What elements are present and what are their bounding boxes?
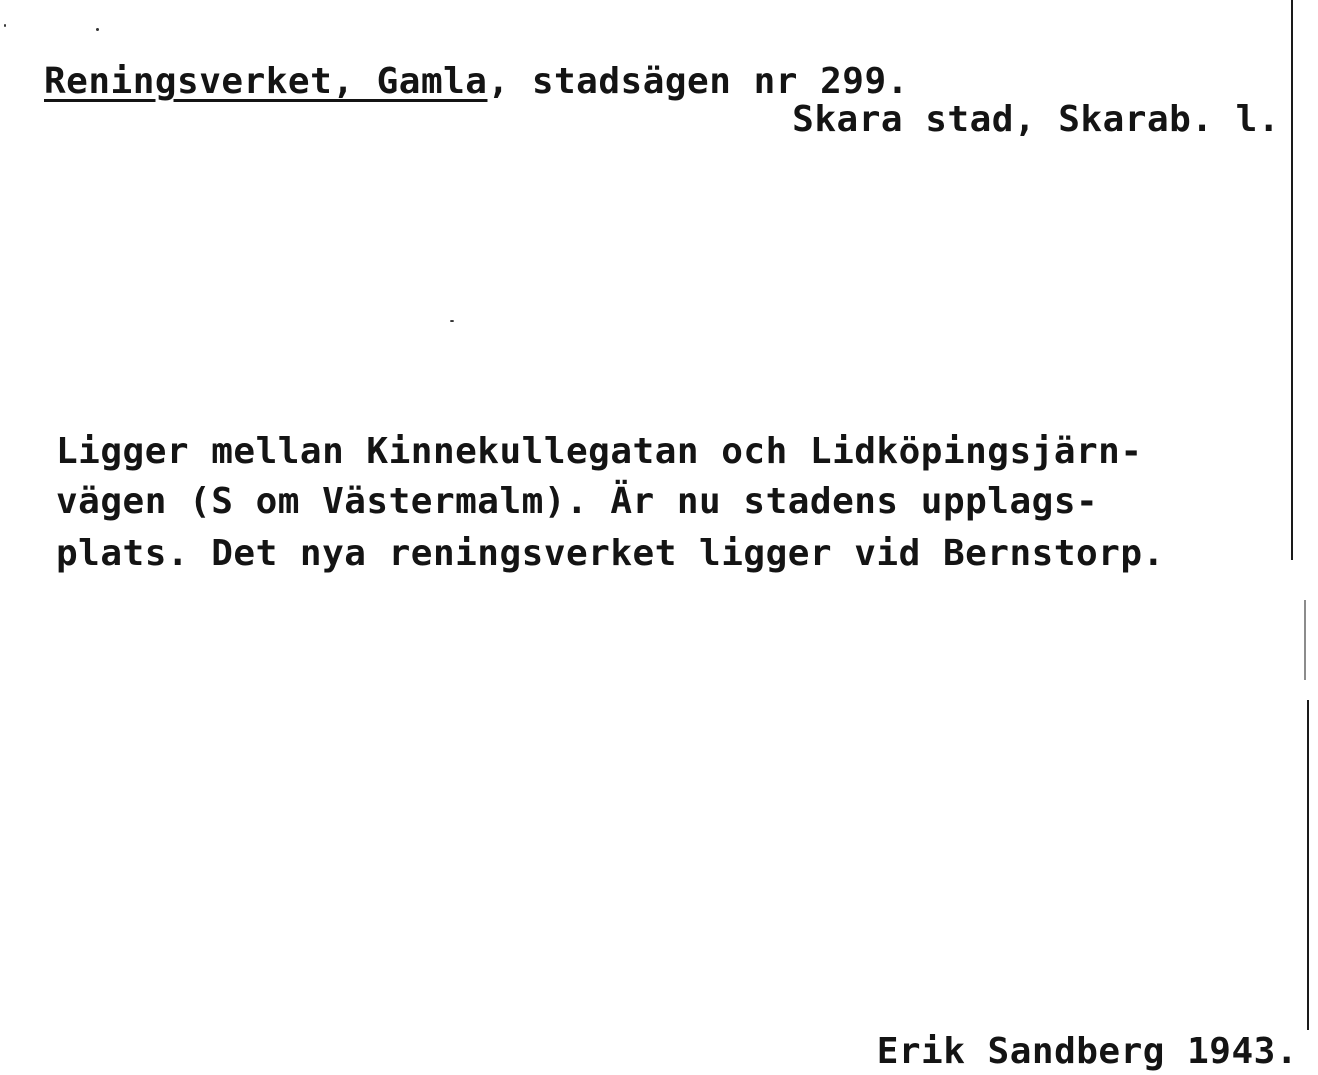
- card-location: Skara stad, Skarab. l.: [792, 99, 1280, 140]
- scan-speck: [450, 320, 454, 322]
- body-line-2: vägen (S om Västermalm). Är nu stadens upplags-: [56, 481, 1099, 522]
- card-title-suffix: , stadsägen nr 299.: [487, 61, 909, 102]
- card-edge-line-top: [1291, 0, 1293, 560]
- scan-speck: [4, 24, 6, 27]
- body-line-1: Ligger mellan Kinnekullegatan och Lidköpingsjärn-: [56, 431, 1143, 472]
- card-edge-line-bottom: [1307, 700, 1309, 1030]
- body-line-3: plats. Det nya reningsverket ligger vid Bernstorp.: [56, 533, 1165, 574]
- card-title-line: [44, 62, 909, 102]
- scan-speck: [96, 28, 99, 31]
- card-title: Reningsverket, Gamla: [44, 61, 488, 102]
- card-edge-line-mid: [1304, 600, 1306, 680]
- signature: Erik Sandberg 1943.: [876, 1031, 1298, 1072]
